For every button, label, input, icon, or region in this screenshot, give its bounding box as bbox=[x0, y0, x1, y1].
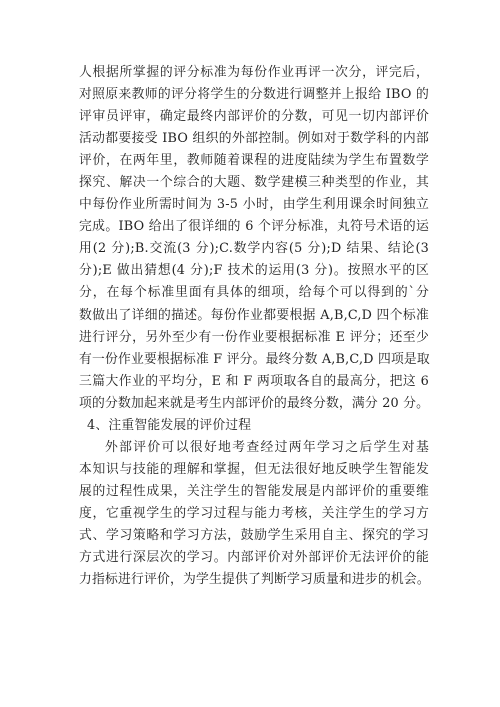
text-line: 人根据所掌握的评分标准为每份作业再评一次分，评完后， bbox=[79, 65, 429, 80]
text-line: 度，它重视学生的学习过程与能力考核，关注学生的学习方 bbox=[79, 505, 429, 521]
text-line: 力指标进行评价，为学生提供了判断学习质量和进步的机会。 bbox=[79, 572, 430, 588]
text-line: 进行评分，另外至少有一份作业要根据标准 E 评分；还至少 bbox=[79, 329, 429, 345]
text-line: 式、学习策略和学习方法，鼓励学生采用自主、探究的学习 bbox=[79, 527, 429, 543]
text-line: 完成。IBO 给出了很详细的 6 个评分标准，丸符号术语的运 bbox=[79, 219, 429, 235]
text-line: 三篇大作业的平均分，E 和 F 两项取各自的最高分，把这 6 bbox=[79, 373, 429, 389]
text-line: 展的过程性成果，关注学生的智能发展是内部评价的重要维 bbox=[79, 483, 429, 499]
text-line: 分);E 做出猜想(4 分);F 技术的运用(3 分)。按照水平的区 bbox=[79, 263, 429, 279]
text-line: 对照原来教师的评分将学生的分数进行调整并上报给 IBO 的 bbox=[79, 87, 429, 103]
text-line: 活动都要接受 IBO 组织的外部控制。例如对于数学科的内部 bbox=[79, 131, 429, 147]
text-line: 探究、解决一个综合的大题、数学建模三种类型的作业，其 bbox=[79, 175, 429, 191]
text-line: 有一份作业要根据标准 F 评分。最终分数 A,B,C,D 四项是取 bbox=[79, 351, 430, 367]
text-line: 项的分数加起来就是考生内部评价的最终分数，满分 20 分。 bbox=[79, 395, 430, 411]
text-line: 用(2 分);B.交流(3 分);C.数学内容(5 分);D 结果、结论(3 bbox=[79, 241, 429, 257]
section-heading: 4、注重智能发展的评价过程 bbox=[87, 417, 252, 433]
text-line: 分，在每个标准里面有具体的细项，给每个可以得到的`分 bbox=[79, 285, 429, 301]
text-line: 外部评价可以很好地考查经过两年学习之后学生对基 bbox=[105, 439, 429, 455]
text-line: 评审员评审，确定最终内部评价的分数，可见一切内部评价 bbox=[79, 109, 429, 125]
text-line: 中每份作业所需时间为 3-5 小时，由学生利用课余时间独立 bbox=[79, 197, 429, 213]
text-line: 评价，在两年里，教师随着课程的进度陆续为学生布置数学 bbox=[79, 153, 429, 169]
text-line: 方式进行深层次的学习。内部评价对外部评价无法评价的能 bbox=[79, 550, 429, 566]
document-body bbox=[79, 62, 429, 591]
text-line: 本知识与技能的理解和掌握，但无法很好地反映学生智能发 bbox=[79, 461, 429, 477]
text-line: 数做出了详细的描述。每份作业都要根据 A,B,C,D 四个标准 bbox=[79, 307, 429, 323]
